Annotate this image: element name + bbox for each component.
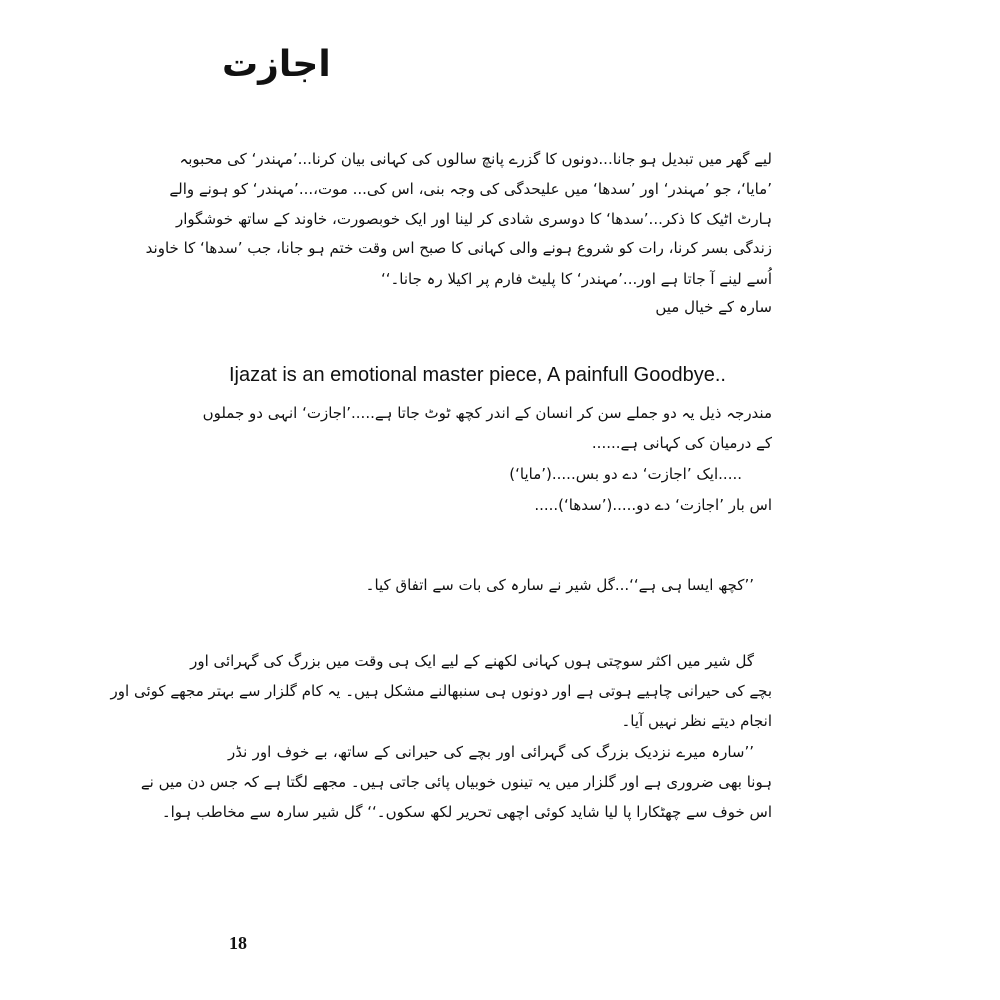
text-line: ہونا بھی ضروری ہے اور گلزار میں یہ تینوں خوبیاں پائی جاتی ہیں۔ مجھے لگتا ہے کہ جس دن میں نے <box>140 773 772 791</box>
dialogue-quote: اس بار ’اجازت‘ دے دو.....(’سدھا‘)..... <box>534 496 772 514</box>
text-line: کے درمیان کی کہانی ہے...... <box>591 434 772 452</box>
text-line: اُسے لینے آ جاتا ہے اور...’مہندر‘ کا پلیٹ فارم پر اکیلا رہ جانا۔‘‘ <box>380 270 772 288</box>
text-line: گل شیر میں اکثر سوچتی ہوں کہانی لکھنے کے لیے ایک ہی وقت میں بزرگ کی گہرائی اور <box>190 652 754 670</box>
book-title: اجازت <box>222 44 331 85</box>
text-line: ’’سارہ میرے نزدیک بزرگ کی گہرائی اور بچے کی حیرانی کے ساتھ، بے خوف اور نڈر <box>228 743 754 761</box>
text-line: لیے گھر میں تبدیل ہو جانا...دونوں کا گزرے پانچ سالوں کی کہانی بیان کرنا...’مہندر‘ کی محبوبہ <box>179 150 772 168</box>
text-line: انجام دیتے نظر نہیں آیا۔ <box>621 712 772 730</box>
text-line: سارہ کے خیال میں <box>655 298 772 316</box>
text-line: ’مایا‘، جو ’مہندر‘ اور ’سدھا‘ میں علیحدگی کی وجہ بنی، اس کی... موت،...’مہندر‘ کو ہونے والے <box>169 180 772 198</box>
text-line: اس خوف سے چھٹکارا پا لیا شاید کوئی اچھی تحریر لکھ سکوں۔‘‘ گل شیر سارہ سے مخاطب ہوا۔ <box>161 803 772 821</box>
page-number: 18 <box>229 933 247 953</box>
dialogue-quote: .....ایک ’اجازت‘ دے دو بس.....(’مایا‘) <box>509 465 742 483</box>
text-line: ’’کچھ ایسا ہی ہے‘‘...گل شیر نے سارہ کی بات سے اتفاق کیا۔ <box>365 576 754 594</box>
text-line: مندرجہ ذیل یہ دو جملے سن کر انسان کے اندر کچھ ٹوٹ جاتا ہے.....’اجازت‘ انہی دو جملوں <box>202 404 772 422</box>
text-line: زندگی بسر کرنا، رات کو شروع ہونے والی کہانی کا صبح اس وقت ختم ہو جانا، جب ’سدھا‘ کا خاوند <box>145 239 772 257</box>
english-quote: Ijazat is an emotional master piece, A painfull Goodbye.. <box>229 364 726 386</box>
text-line: بچے کی حیرانی چاہیے ہوتی ہے اور دونوں ہی سنبھالنے مشکل ہیں۔ یہ کام گلزار سے بہتر مجھے کوئی اور <box>110 682 772 700</box>
text-line: ہارٹ اٹیک کا ذکر...’سدھا‘ کا دوسری شادی کر لینا اور ایک خوبصورت، خاوند کے ساتھ خوشگوار <box>176 210 772 228</box>
